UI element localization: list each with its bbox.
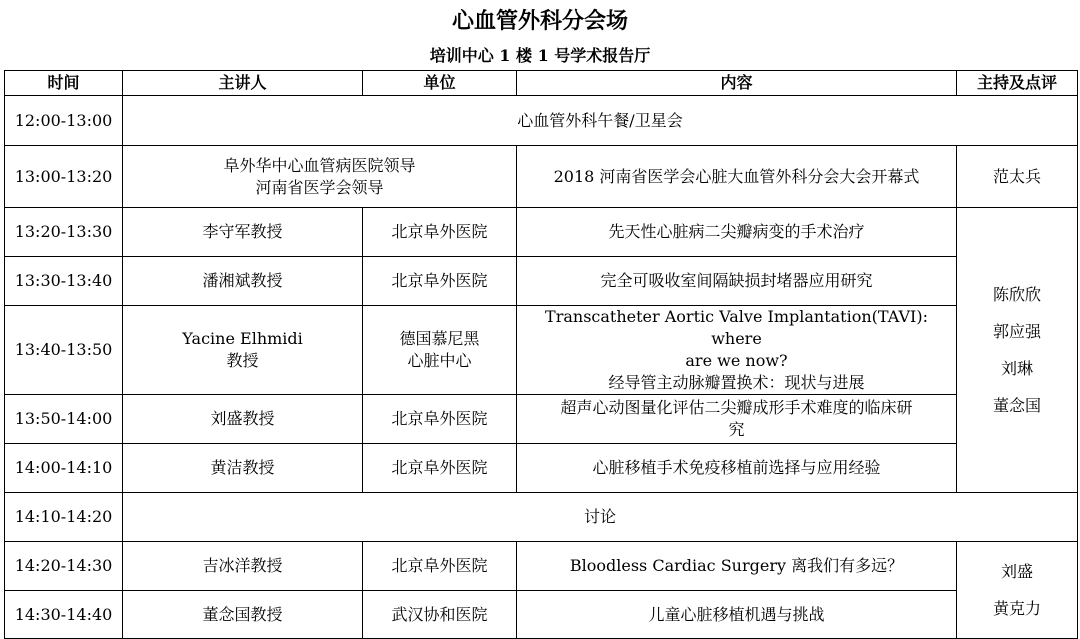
content-cell: 讨论 bbox=[123, 493, 1078, 542]
header-row bbox=[5, 71, 1078, 96]
unit-cell: 北京阜外医院 bbox=[363, 444, 517, 493]
unit-cell: 武汉协和医院 bbox=[363, 591, 517, 639]
speaker-cell: 李守军教授 bbox=[123, 208, 363, 257]
unit-cell: 德国慕尼黑 心脏中心 bbox=[363, 306, 517, 395]
time-cell: 13:50-14:00 bbox=[5, 395, 123, 444]
host-name: 刘盛 bbox=[1000, 562, 1033, 581]
host-name: 黄克力 bbox=[992, 599, 1041, 618]
table-row bbox=[5, 146, 1078, 208]
host-cell: 范太兵 bbox=[957, 146, 1078, 208]
time-cell: 14:10-14:20 bbox=[5, 493, 123, 542]
time-cell: 14:20-14:30 bbox=[5, 542, 123, 591]
speaker-cell: 董念国教授 bbox=[123, 591, 363, 639]
table-row bbox=[5, 493, 1078, 542]
time-cell: 14:00-14:10 bbox=[5, 444, 123, 493]
content-cell: 心血管外科午餐/卫星会 bbox=[123, 96, 1078, 146]
unit-cell: 北京阜外医院 bbox=[363, 208, 517, 257]
page-title: 心血管外科分会场 bbox=[451, 8, 628, 34]
time-cell: 12:00-13:00 bbox=[5, 96, 123, 146]
content-cell: 心脏移植手术免疫移植前选择与应用经验 bbox=[517, 444, 957, 493]
table-row bbox=[5, 591, 1078, 639]
venue-subtitle: 培训中心 1 楼 1 号学术报告厅 bbox=[429, 46, 651, 65]
content-cell: 先天性心脏病二尖瓣病变的手术治疗 bbox=[517, 208, 957, 257]
content-cell: 2018 河南省医学会心脏大血管外科分会大会开幕式 bbox=[517, 146, 957, 208]
speaker-cell: Yacine Elhmidi 教授 bbox=[123, 306, 363, 395]
content-cell: 超声心动图量化评估二尖瓣成形手术难度的临床研 究 bbox=[517, 395, 957, 444]
unit-cell: 北京阜外医院 bbox=[363, 542, 517, 591]
column-header-speaker: 主讲人 bbox=[123, 71, 363, 96]
content-cell: Transcatheter Aortic Valve Implantation(TAVI): where are we now? 经导管主动脉瓣置换术：现状与进展 bbox=[517, 306, 957, 395]
speaker-cell: 吉冰洋教授 bbox=[123, 542, 363, 591]
table-row bbox=[5, 542, 1078, 591]
table-row bbox=[5, 395, 1078, 444]
table-row bbox=[5, 96, 1078, 146]
time-cell: 14:30-14:40 bbox=[5, 591, 123, 639]
content-cell: Bloodless Cardiac Surgery 离我们有多远？ bbox=[517, 542, 957, 591]
host-name: 郭应强 bbox=[992, 322, 1041, 341]
speaker-cell: 潘湘斌教授 bbox=[123, 257, 363, 306]
table-row bbox=[5, 208, 1078, 257]
speaker-cell: 刘盛教授 bbox=[123, 395, 363, 444]
unit-cell: 北京阜外医院 bbox=[363, 395, 517, 444]
speaker-cell: 黄洁教授 bbox=[123, 444, 363, 493]
table-row bbox=[5, 444, 1078, 493]
table-row bbox=[5, 306, 1078, 395]
column-header-content: 内容 bbox=[517, 71, 957, 96]
column-header-time: 时间 bbox=[5, 71, 123, 96]
host-cell-group-2 bbox=[957, 542, 1078, 639]
speaker-cell: 阜外华中心血管病医院领导 河南省医学会领导 bbox=[123, 146, 517, 208]
host-name: 陈欣欣 bbox=[992, 285, 1041, 304]
content-cell: 完全可吸收室间隔缺损封堵器应用研究 bbox=[517, 257, 957, 306]
time-cell: 13:20-13:30 bbox=[5, 208, 123, 257]
time-cell: 13:40-13:50 bbox=[5, 306, 123, 395]
content-cell: 儿童心脏移植机遇与挑战 bbox=[517, 591, 957, 639]
host-name: 刘琳 bbox=[1000, 359, 1033, 378]
column-header-unit: 单位 bbox=[363, 71, 517, 96]
unit-cell: 北京阜外医院 bbox=[363, 257, 517, 306]
host-name: 董念国 bbox=[992, 396, 1041, 415]
column-header-host: 主持及点评 bbox=[957, 71, 1078, 96]
table-row bbox=[5, 257, 1078, 306]
time-cell: 13:00-13:20 bbox=[5, 146, 123, 208]
schedule-table bbox=[4, 70, 1078, 639]
host-cell-group-1 bbox=[957, 208, 1078, 493]
time-cell: 13:30-13:40 bbox=[5, 257, 123, 306]
